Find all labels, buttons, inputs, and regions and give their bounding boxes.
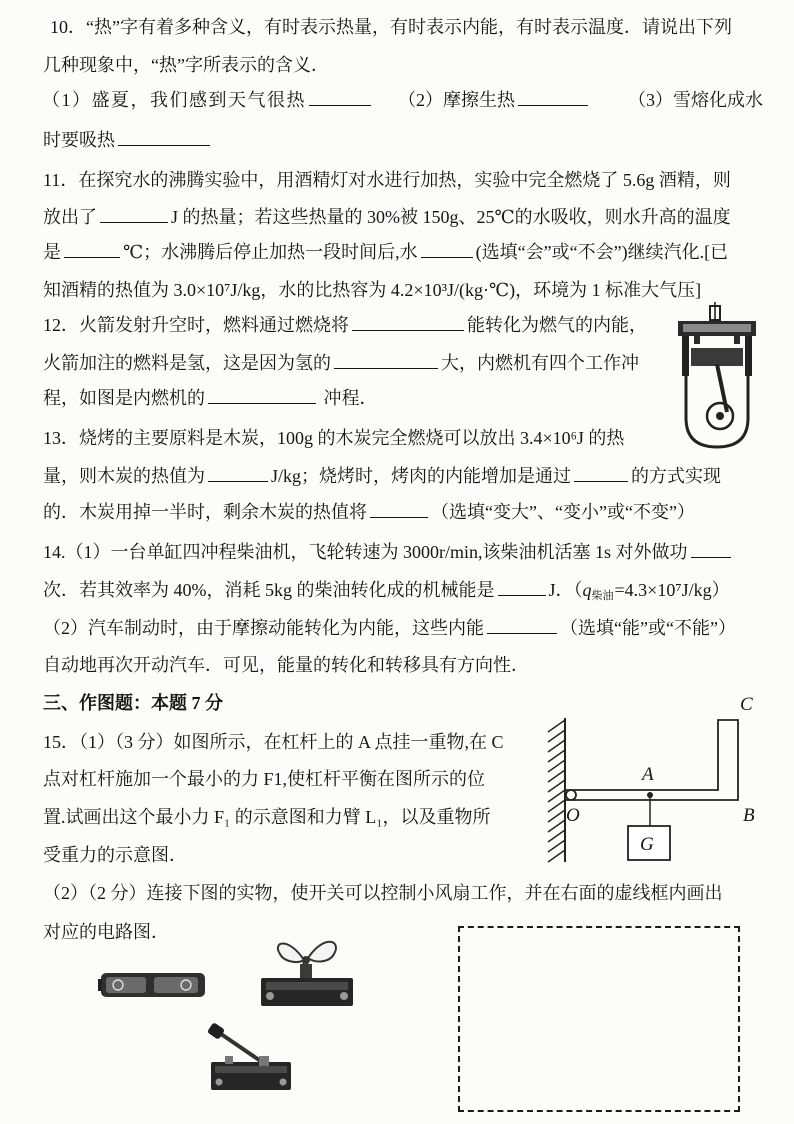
q12-line-1 [43, 313, 647, 337]
q12-line-3a: 程，如图是内燃机的 [43, 388, 205, 408]
q14-line-2b: J．（ [548, 580, 583, 600]
q13-line-2a: 量，则木炭的热值为 [43, 466, 205, 486]
q13-line-2c: 的方式实现 [631, 466, 722, 486]
q15-line-5: （2）（2 分）连接下图的实物，使开关可以控制小风扇工作，并在右面的虚线框内画出 [43, 883, 723, 903]
q14-line-2 [43, 578, 730, 602]
answer-blank [208, 386, 316, 404]
q14-line-4: 自动地再次开动汽车．可见，能量的转化和转移具有方向性． [43, 655, 529, 675]
q11-line-2a: 放出了 [43, 207, 97, 227]
switch-icon [203, 1022, 295, 1092]
q12-line-3 [43, 386, 378, 410]
label-a: A [642, 764, 654, 785]
answer-blank [498, 578, 546, 596]
fan-terminal-left [266, 992, 274, 1000]
q15-line-4: 受重力的示意图． [43, 845, 187, 865]
answer-blank [691, 540, 731, 558]
q15-line-2: 点对杠杆施加一个最小的力 F1,使杠杆平衡在图所示的位 [43, 769, 486, 789]
q11-line-3a: 是 [43, 242, 61, 262]
lever-rod [565, 720, 738, 800]
answer-blank [352, 313, 464, 331]
answer-blank [100, 205, 168, 223]
q13-line-2b: J/kg；烧烤时，烤肉的内能增加是通过 [271, 466, 572, 486]
q15-line-3: 置.试画出这个最小力 F₁ 的示意图和力臂 L₁，以及重物所 [43, 807, 491, 827]
q-symbol: q [582, 580, 592, 600]
exhaust-valve [734, 332, 740, 344]
answer-blank [118, 128, 210, 146]
q12-line-2a: 火箭加注的燃料是氢，这是因为氢的 [43, 353, 331, 373]
q10-part-3: （3）雪熔化成水 [628, 90, 763, 110]
q14-line-2a: 次．若其效率为 40%，消耗 5kg 的柴油转化成的机械能是 [43, 580, 495, 600]
answer-blank [64, 240, 120, 258]
q13-line-3b: （选填“变大”、“变小”或“不变”） [431, 502, 695, 522]
answer-blank [309, 88, 371, 106]
q12-line-2b: 大，内燃机有四个工作冲 [441, 353, 639, 373]
answer-blank [334, 351, 438, 369]
cylinder-head-inner [683, 324, 751, 332]
cylinder-wall-left [682, 336, 689, 376]
q11-line-1: 11．在探究水的沸腾实验中，用酒精灯对水进行加热，实验中完全燃烧了 5.6g 酒精，则 [43, 170, 731, 190]
q13-line-3 [43, 500, 695, 524]
intake-valve [694, 332, 700, 344]
switch-terminal-right [280, 1079, 287, 1086]
circuit-answer-box [458, 926, 740, 1112]
q12-line-1b: 能转化为燃气的内能， [467, 315, 647, 335]
q13-line-1: 13．烧烤的主要原料是木炭，100g 的木炭完全燃烧可以放出 3.4×10⁶J 的热 [43, 428, 625, 448]
battery-icon [98, 965, 208, 1003]
answer-blank [208, 464, 268, 482]
q13-line-3a: 的．木炭用掉一半时，剩余木炭的热值将 [43, 502, 367, 522]
q14-line-3 [43, 616, 736, 640]
switch-terminal-left [216, 1079, 223, 1086]
q15-line-1: 15．（1）（3 分）如图所示，在杠杆上的 A 点挂一重物,在 C [43, 732, 504, 752]
q10-part-1 [42, 88, 374, 112]
q11-line-2 [43, 205, 731, 229]
q10-line-4 [43, 128, 213, 152]
piston [691, 348, 743, 366]
fan-base-top [266, 982, 348, 990]
cylinder-wall-right [745, 336, 752, 376]
pivot-o [566, 790, 576, 800]
crankshaft-hub [716, 412, 724, 420]
q10-line-2: 几种现象中，“热”字所表示的含义． [43, 55, 329, 75]
q12-line-1a: 12．火箭发射升空时，燃料通过燃烧将 [43, 315, 349, 335]
q11-line-3c: (选填“会”或“不会”)继续汽化.[已 [475, 242, 729, 262]
answer-blank [518, 88, 588, 106]
q12-line-2 [43, 351, 639, 375]
battery-cell-left [106, 977, 146, 993]
q11-line-3b: ℃；水沸腾后停止加热一段时间后,水 [123, 242, 418, 262]
switch-hinge [259, 1056, 269, 1066]
label-c: C [740, 694, 753, 715]
q14-line-3b: （选填“能”或“不能”） [560, 618, 736, 638]
q10-line-4-text: 时要吸热 [43, 130, 115, 150]
label-b: B [743, 805, 755, 826]
section-title: 三、作图题：本题 7 分 [43, 693, 223, 713]
battery-cap [98, 979, 102, 991]
q10-part-2-text: （2）摩擦生热 [398, 90, 515, 110]
label-g: G [640, 834, 654, 855]
fan-icon [258, 932, 358, 1008]
fan-blade-left [278, 944, 304, 963]
q15-line-6: 对应的电路图． [43, 922, 169, 942]
q11-line-2b: J 的热量；若这些热量的 30%被 150g、25℃的水吸收，则水升高的温度 [171, 207, 731, 227]
switch-contact [225, 1056, 233, 1064]
label-o: O [566, 805, 580, 826]
fan-terminal-right [340, 992, 348, 1000]
q10-line-1: 10．“热”字有着多种含义，有时表示热量，有时表示内能，有时表示温度．请说出下列 [50, 17, 732, 37]
q10-part-1-text: （1）盛夏，我们感到天气很热 [42, 90, 306, 110]
q-subscript: 柴油 [591, 590, 614, 602]
q14-line-2c: =4.3×10⁷J/kg） [614, 580, 730, 600]
lever-diagram-icon [540, 690, 765, 865]
crankcase [686, 376, 748, 447]
answer-blank [370, 500, 428, 518]
q10-part-2 [398, 88, 591, 112]
q14-line-1 [43, 540, 734, 564]
wall-hatching [548, 720, 565, 862]
q14-line-1-text: 14.（1）一台单缸四冲程柴油机，飞轮转速为 3000r/min,该柴油机活塞 1s 对外做功 [43, 542, 688, 562]
fan-hub [302, 956, 310, 964]
answer-blank [421, 240, 473, 258]
fan-motor [300, 964, 312, 980]
q13-line-2 [43, 464, 721, 488]
answer-blank [487, 616, 557, 634]
q11-line-4: 知酒精的热值为 3.0×10⁷J/kg，水的比热容为 4.2×10³J/(kg·℃)，环境为 1 标准大气压] [43, 280, 702, 300]
engine-diagram-icon [672, 302, 762, 450]
q14-line-3a: （2）汽车制动时，由于摩擦动能转化为内能，这些内能 [43, 618, 484, 638]
fan-blade-right [308, 942, 336, 962]
q12-line-3b: 冲程． [319, 388, 378, 408]
answer-blank [574, 464, 628, 482]
switch-base-top [215, 1066, 287, 1073]
q11-line-3 [43, 240, 728, 264]
